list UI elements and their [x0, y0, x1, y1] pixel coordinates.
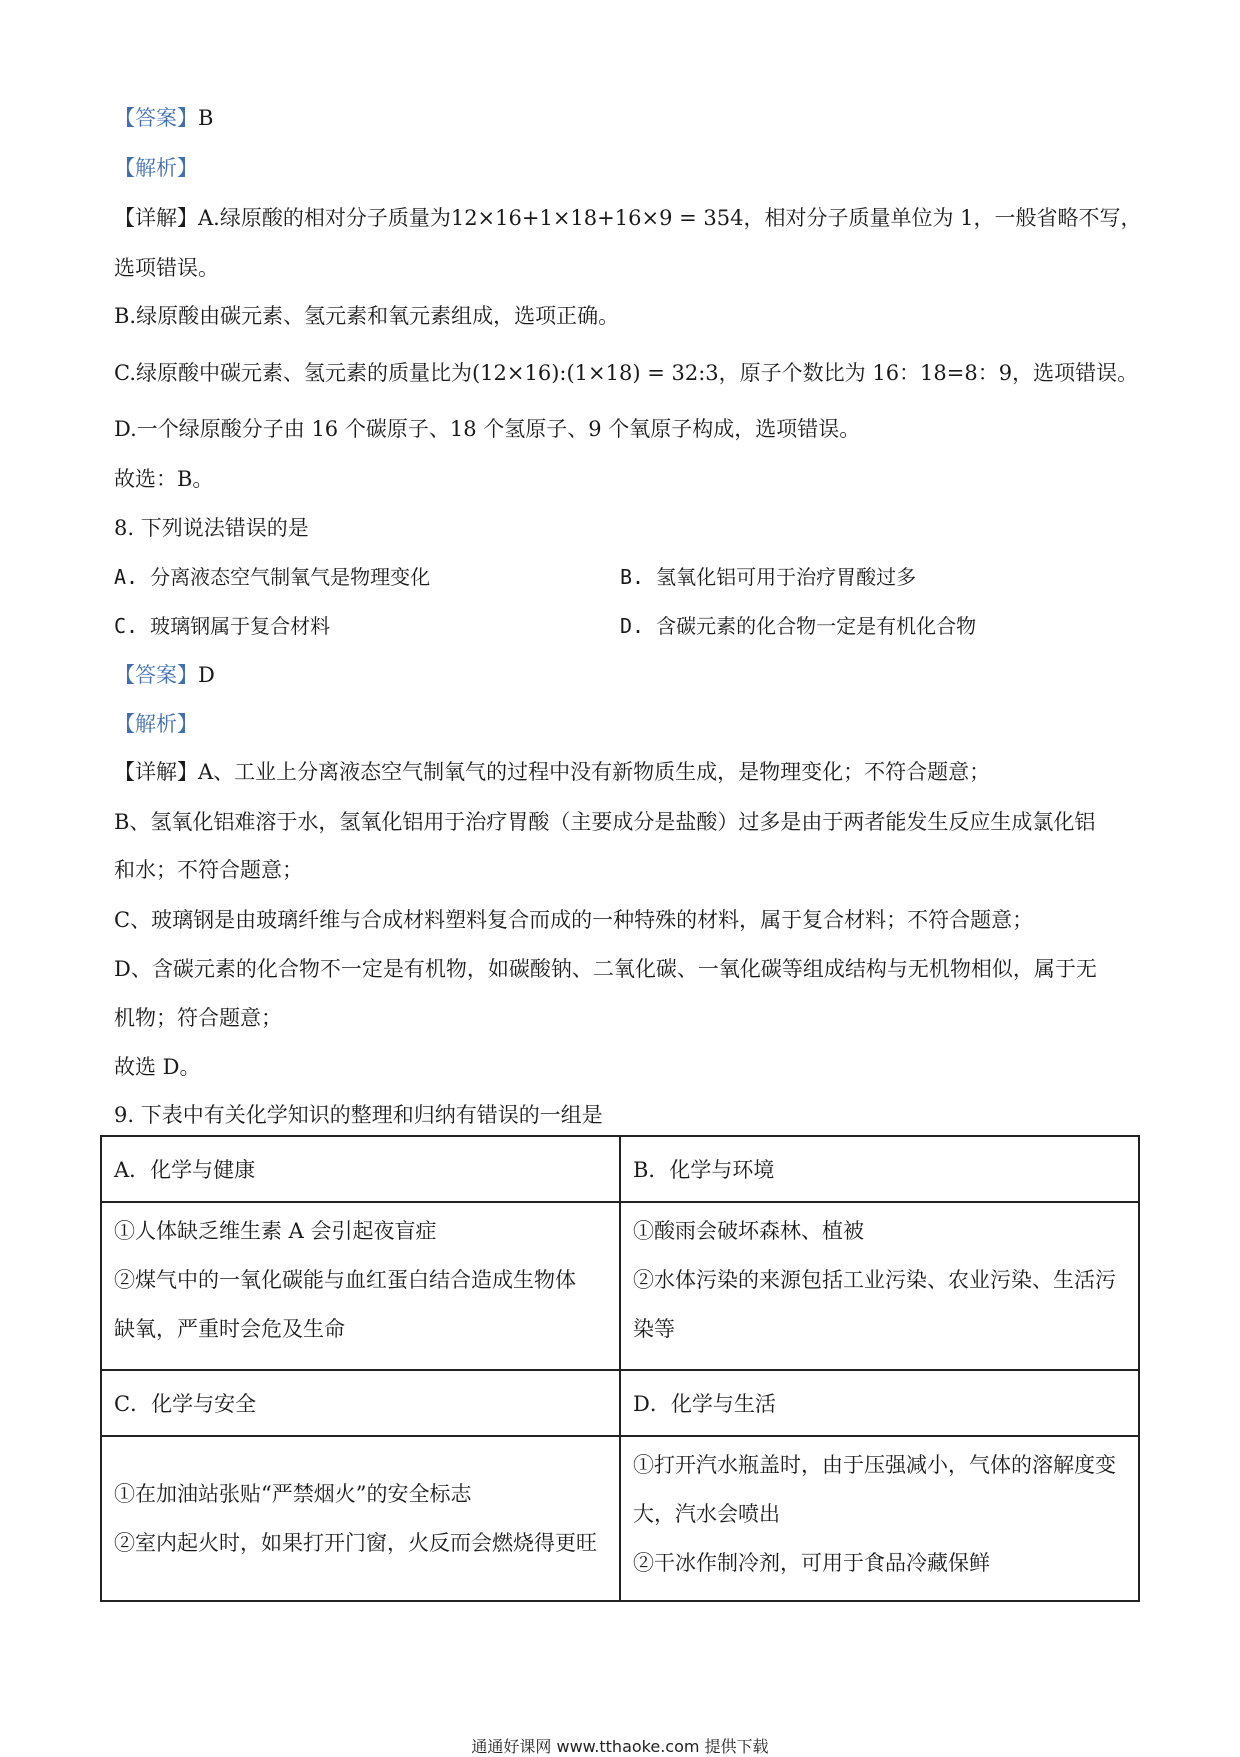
q7-detail-line: D.一个绿原酸分子由 16 个碳原子、18 个氢原子、9 个氧原子构成，选项错误。 [114, 417, 861, 441]
q8-detail-line: D、含碳元素的化合物不一定是有机物，如碳酸钠、二氧化碳、一氧化碳等组成结构与无机物相似，属于无 [114, 957, 1097, 981]
table-row [101, 1370, 1139, 1436]
cell-b-head: B．化学与环境 [620, 1136, 1139, 1202]
q8-detail-line: 和水；不符合题意； [114, 858, 303, 882]
table-row [101, 1202, 1139, 1370]
cell-line: 大，汽水会喷出 [633, 1502, 780, 1526]
q8-detail-line: 机物；符合题意； [114, 1006, 282, 1030]
q8-option-c: C. 玻璃钢属于复合材料 [114, 614, 331, 638]
q9-stem: 9. 下表中有关化学知识的整理和归纳有错误的一组是 [114, 1103, 603, 1127]
cell-line: ①打开汽水瓶盖时，由于压强减小，气体的溶解度变 [633, 1453, 1116, 1477]
q8-option-b: B. 氢氧化铝可用于治疗胃酸过多 [620, 565, 917, 589]
cell-line: ②煤气中的一氧化碳能与血红蛋白结合造成生物体 [114, 1268, 576, 1292]
q8-detail-line: 【详解】A、工业上分离液态空气制氧气的过程中没有新物质生成，是物理变化；不符合题意； [114, 760, 991, 784]
q8-detail-line: C、玻璃钢是由玻璃纤维与合成材料塑料复合而成的一种特殊的材料，属于复合材料；不符合题意； [114, 908, 1034, 932]
q7-detail-line: B.绿原酸由碳元素、氢元素和氧元素组成，选项正确。 [114, 304, 620, 328]
q8-detail-line: B、氢氧化铝难溶于水，氢氧化铝用于治疗胃酸（主要成分是盐酸）过多是由于两者能发生反应生成氯化铝 [114, 810, 1096, 834]
cell-a-body [101, 1202, 620, 1370]
cell-a-head: A．化学与健康 [101, 1136, 620, 1202]
cell-line: ①酸雨会破坏森林、植被 [633, 1219, 864, 1243]
q7-detail-line: C.绿原酸中碳元素、氢元素的质量比为(12×16):(1×18) = 32:3，原子个数比为 16：18=8：9，选项错误。 [114, 361, 1139, 385]
cell-line: 染等 [633, 1317, 675, 1341]
cell-line: ①在加油站张贴“严禁烟火”的安全标志 [114, 1481, 472, 1506]
cell-line: ②室内起火时，如果打开门窗，火反而会燃烧得更旺 [114, 1530, 597, 1555]
cell-line: ②水体污染的来源包括工业污染、农业污染、生活污 [633, 1268, 1116, 1292]
cell-d-body [620, 1436, 1139, 1601]
answer-tag: 【答案】 [114, 106, 198, 130]
answer-value: D [198, 663, 215, 687]
cell-line: ①人体缺乏维生素 A 会引起夜盲症 [114, 1219, 437, 1243]
q8-option-d: D. 含碳元素的化合物一定是有机化合物 [620, 614, 977, 638]
knowledge-table [100, 1135, 1140, 1602]
answer-tag: 【答案】 [114, 663, 198, 687]
cell-line: ②干冰作制冷剂，可用于食品冷藏保鲜 [633, 1551, 990, 1575]
cell-c-head: C．化学与安全 [101, 1370, 620, 1436]
cell-c-body [101, 1436, 620, 1601]
answer-value: B [198, 106, 214, 130]
table-row [101, 1436, 1139, 1601]
q8-answer [114, 661, 215, 689]
q8-analysis-tag: 【解析】 [114, 712, 198, 736]
q7-answer [114, 104, 213, 132]
page-footer: 通通好课网 www.tthaoke.com 提供下载 [471, 1737, 769, 1756]
q7-analysis-tag: 【解析】 [114, 156, 198, 180]
q8-option-a: A. 分离液态空气制氧气是物理变化 [114, 565, 431, 589]
table-row [101, 1136, 1139, 1202]
q7-detail-line: 故选：B。 [114, 467, 214, 491]
q7-detail-line: 【详解】A.绿原酸的相对分子质量为12×16+1×18+16×9 = 354，相对分子质量单位为 1，一般省略不写， [114, 206, 1142, 230]
cell-b-body [620, 1202, 1139, 1370]
q7-detail-line: 选项错误。 [114, 256, 219, 280]
cell-line: 缺氧，严重时会危及生命 [114, 1317, 345, 1341]
q8-detail-line: 故选 D。 [114, 1055, 201, 1079]
q8-stem: 8. 下列说法错误的是 [114, 516, 309, 540]
cell-d-head: D．化学与生活 [620, 1370, 1139, 1436]
